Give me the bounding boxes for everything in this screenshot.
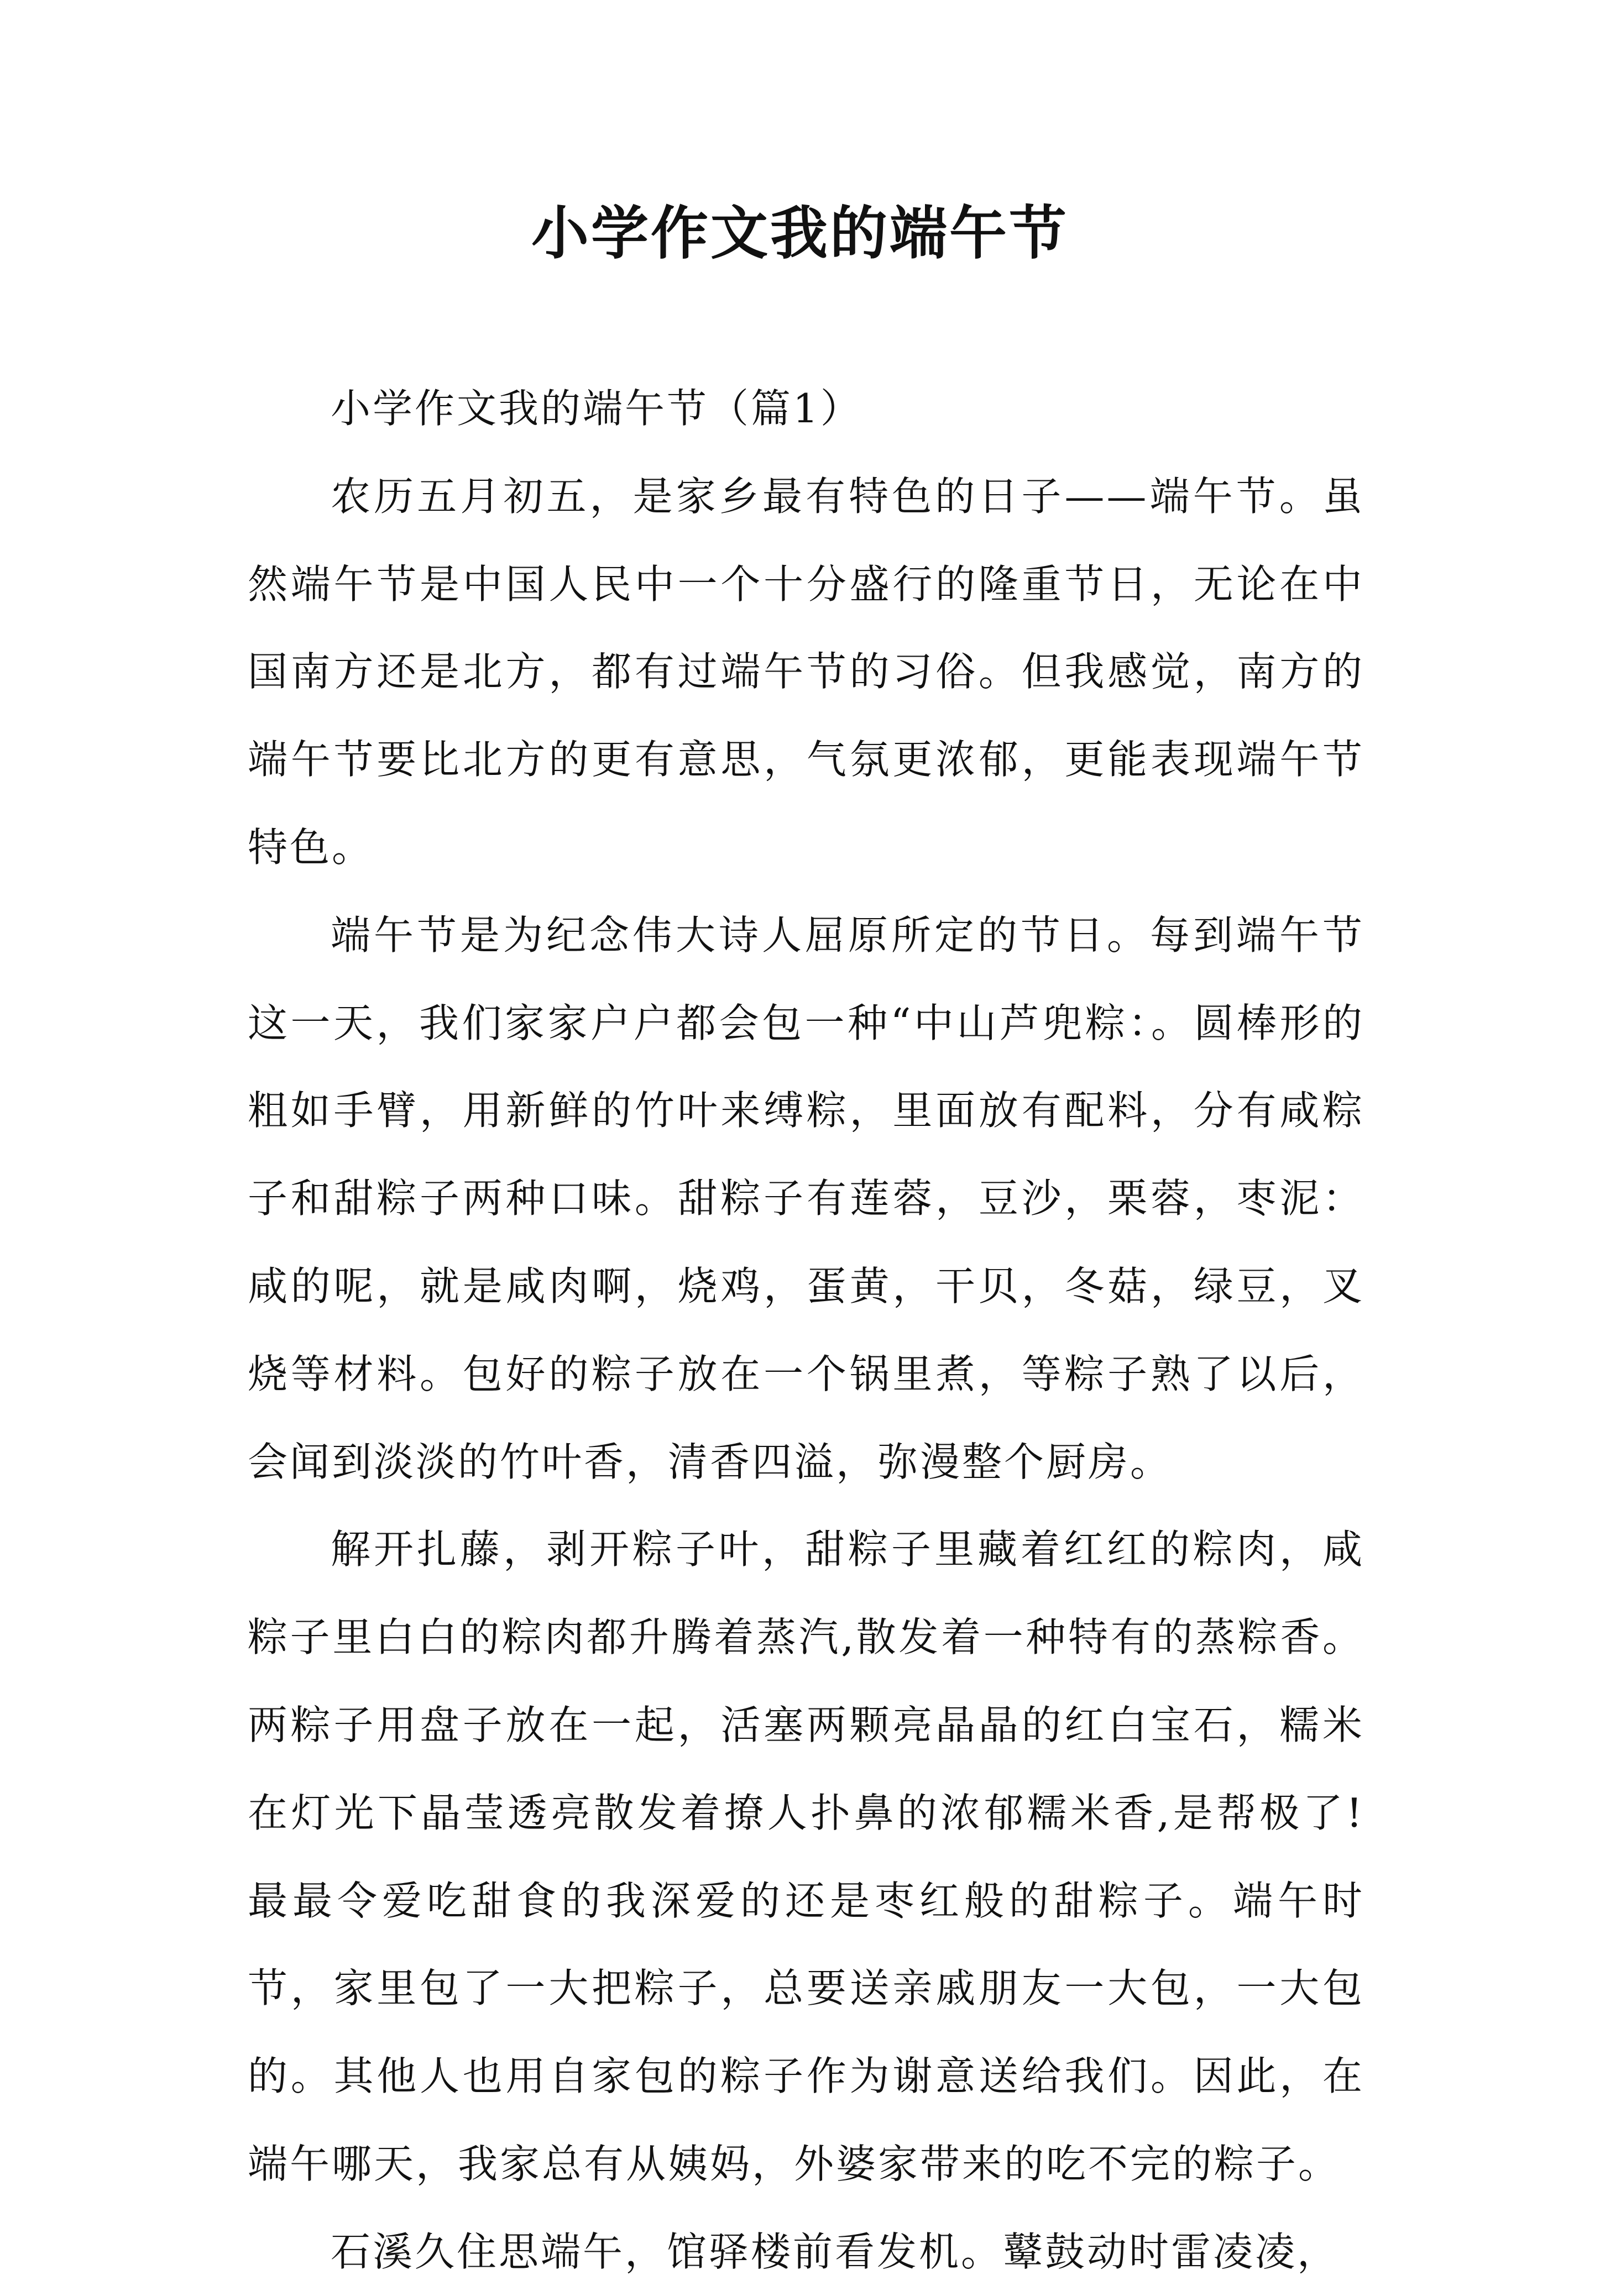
document-body (248, 365, 1364, 2296)
paragraph: 农历五月初五，是家乡最有特色的日子——端午节。虽然端午节是中国人民中一个十分盛行的隆重节日，无论在中国南方还是北方，都有过端午节的习俗。但我感觉，南方的端午节要比北方的更有意思，气氛更浓郁，更能表现端午节特色。 (248, 473, 1364, 871)
paragraph-heading: 小学作文我的端午节（篇1） (331, 385, 862, 432)
paragraph: 端午节是为纪念伟大诗人屈原所定的节日。每到端午节这一天，我们家家户户都会包一种“中山芦兜粽：。圆棒形的粗如手臂，用新鲜的竹叶来缚粽，里面放有配料，分有咸粽子和甜粽子两种口味。甜粽子有莲蓉，豆沙，栗蓉，枣泥：咸的呢，就是咸肉啊，烧鸡，蛋黄，干贝，冬菇，绿豆，叉烧等材料。包好的粽子放在一个锅里煮，等粽子熟了以后，会闻到淡淡的竹叶香，清香四溢，弥漫整个厨房。 (248, 911, 1364, 1485)
document-title: 小学作文我的端午节 (531, 199, 1069, 267)
paragraph: 解开扎藤，剥开粽子叶，甜粽子里藏着红红的粽肉，咸粽子里白白的粽肉都升腾着蒸汽,散发着一种特有的蒸粽香。两粽子用盘子放在一起，活塞两颗亮晶晶的红白宝石，糯米在灯光下晶莹透亮散发着撩人扑鼻的浓郁糯米香,是帮极了!最最令爱吃甜食的我深爱的还是枣红般的甜粽子。端午时节，家里包了一大把粽子，总要送亲戚朋友一大包，一大包的。其他人也用自家包的粽子作为谢意送给我们。因此，在端午哪天，我家总有从姨妈，外婆家带来的吃不完的粽子。 (248, 1526, 1364, 2187)
paragraph: 石溪久住思端午，馆驿楼前看发机。鼙鼓动时雷凌凌， (331, 2228, 1340, 2275)
